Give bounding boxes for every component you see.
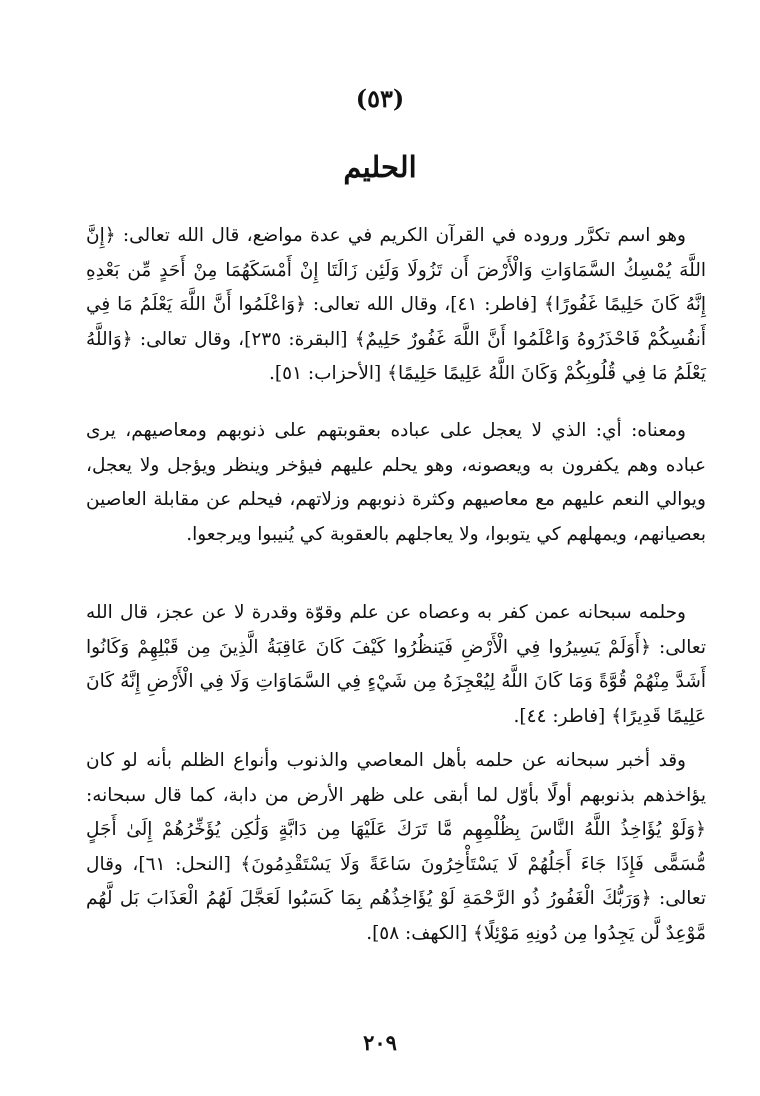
chapter-number: (٥٣): [355, 84, 405, 113]
paragraph-4-block: [86, 744, 706, 951]
paragraph-3: وحلمه سبحانه عمن كفر به وعصاه عن علم وقوّة وقدرة لا عن عجز، قال الله تعالى: ﴿أَوَلَمْ يَسِيرُوا فِي الْأَرْضِ فَيَنظُرُوا كَيْفَ كَانَ عَاقِبَةُ الَّذِينَ مِن قَبْلِهِمْ وَكَانُوا أَشَدَّ مِنْهُمْ قُوَّةً وَمَا كَانَ اللَّهُ لِيُعْجِزَهُ مِن شَيْءٍ فِي السَّمَاوَاتِ وَلَا فِي الْأَرْضِ إِنَّهُ كَانَ عَلِيمًا قَدِيرًا﴾ [فاطر: ٤٤].: [86, 602, 706, 727]
page-number: ٢٠٩: [363, 1030, 397, 1055]
chapter-title: الحليم: [343, 150, 417, 184]
paragraph-2-block: [86, 414, 706, 552]
paragraph-1: وهو اسم تكرَّر وروده في القرآن الكريم في عدة مواضع، قال الله تعالى: ﴿إِنَّ اللَّهَ يُمْسِكُ السَّمَاوَاتِ وَالْأَرْضَ أَن تَزُولَا وَلَئِن زَالَتَا إِنْ أَمْسَكَهُمَا مِنْ أَحَدٍ مِّن بَعْدِهِ إِنَّهُ كَانَ حَلِيمًا غَفُورًا﴾ [فاطر: ٤١]، وقال الله تعالى: ﴿وَاعْلَمُوا أَنَّ اللَّهَ يَعْلَمُ مَا فِي أَنفُسِكُمْ فَاحْذَرُوهُ وَاعْلَمُوا أَنَّ اللَّهَ غَفُورٌ حَلِيمٌ﴾ [البقرة: ٢٣٥]، وقال تعالى: ﴿وَاللَّهُ يَعْلَمُ مَا فِي قُلُوبِكُمْ وَكَانَ اللَّهُ عَلِيمًا حَلِيمًا﴾ [الأحزاب: ٥١].: [86, 225, 707, 384]
paragraph-4: وقد أخبر سبحانه عن حلمه بأهل المعاصي والذنوب وأنواع الظلم بأنه لو كان يؤاخذهم بذنوبهم أولًا بأوّل لما أبقى على ظهر الأرض من دابة، كما قال سبحانه: ﴿وَلَوْ يُؤَاخِذُ اللَّهُ النَّاسَ بِظُلْمِهِم مَّا تَرَكَ عَلَيْهَا مِن دَابَّةٍ وَلَٰكِن يُؤَخِّرُهُمْ إِلَىٰ أَجَلٍ مُّسَمًّى فَإِذَا جَاءَ أَجَلُهُمْ لَا يَسْتَأْخِرُونَ سَاعَةً وَلَا يَسْتَقْدِمُونَ﴾ [النحل: ٦١]، وقال تعالى: ﴿وَرَبُّكَ الْغَفُورُ ذُو الرَّحْمَةِ لَوْ يُؤَاخِذُهُم بِمَا كَسَبُوا لَعَجَّلَ لَهُمُ الْعَذَابَ بَل لَّهُم مَّوْعِدٌ لَّن يَجِدُوا مِن دُونِهِ مَوْئِلًا﴾ [الكهف: ٥٨].: [86, 750, 706, 944]
paragraph-3-block: [86, 596, 706, 734]
paragraph-1-block: [86, 219, 706, 392]
paragraph-2: ومعناه: أي: الذي لا يعجل على عباده بعقوبتهم على ذنوبهم ومعاصيهم، يرى عباده وهم يكفرون به ويعصونه، وهو يحلم عليهم فيؤخر وينظر ويؤجل ولا يعجل، ويوالي النعم عليهم مع معاصيهم وكثرة ذنوبهم وزلاتهم، فيحلم عن مقابلة العاصين بعصيانهم، ويمهلهم كي يتوبوا، ولا يعاجلهم بالعقوبة كي يُنيبوا ويرجعوا.: [86, 420, 706, 545]
